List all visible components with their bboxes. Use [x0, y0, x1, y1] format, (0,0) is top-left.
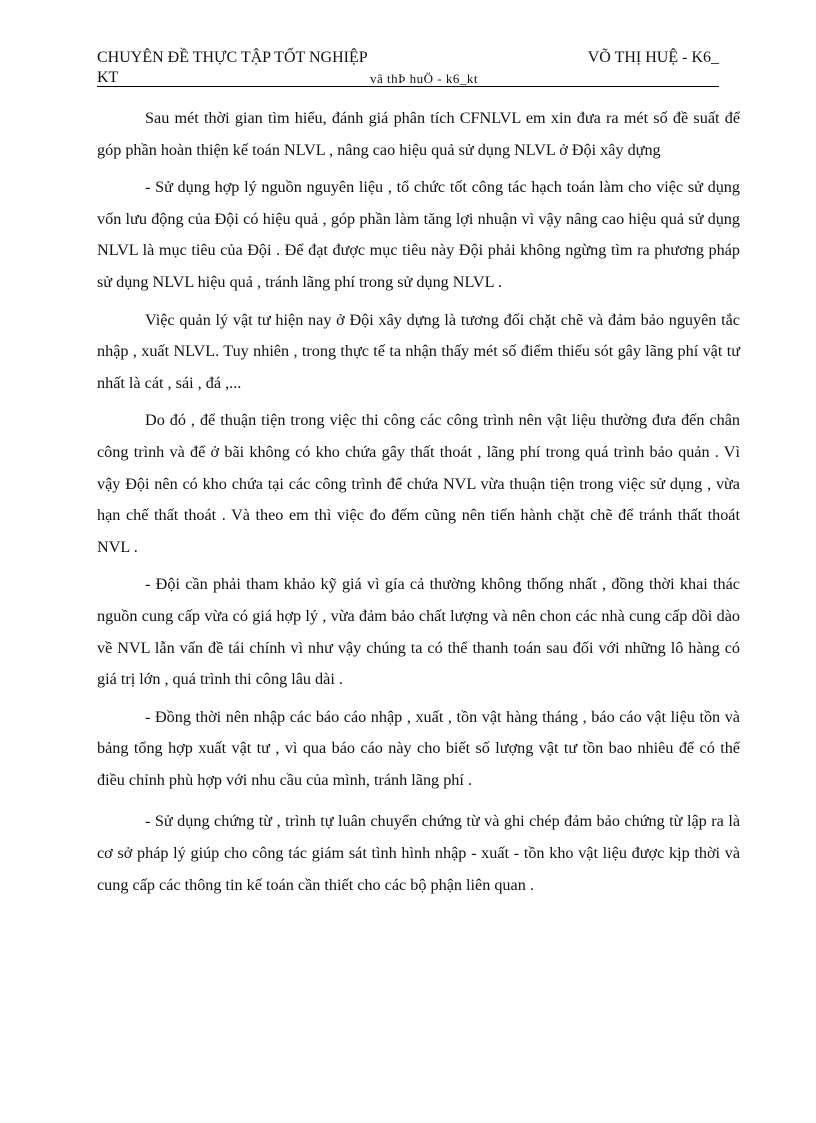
- header-title: CHUYÊN ĐỀ THỰC TẬP TỐT NGHIỆP: [97, 49, 368, 66]
- header-running-text: vâ thÞ huÖ - k6_kt: [370, 71, 478, 86]
- paragraph-intro: Sau mét thời gian tìm hiểu, đánh giá phân tích CFNLVL em xin đưa ra mét số đề suất để góp phần hoàn thiện kế toán NLVL , nâng cao hiệu quả sử dụng NLVL ở Đội xây dựng: [97, 109, 740, 159]
- header-rule: [97, 86, 719, 87]
- paragraph-materials-usage: - Sử dụng hợp lý nguồn nguyên liệu , tổ chức tốt công tác hạch toán làm cho việc sử dụng vốn lưu động của Đội có hiệu quả , góp phần làm tăng lợi nhuận vì vậy nâng cao hiệu quả sử dụng NLVL là mục tiêu của Đội . Để đạt được mục tiêu này Đội phải không ngừng tìm ra phương pháp sử dụng NLVL hiệu quả , tránh lãng phí trong sử dụng NLVL .: [97, 178, 740, 291]
- page-header: [97, 48, 719, 86]
- header-class-code: KT: [97, 69, 119, 86]
- paragraph-storage: Do đó , để thuận tiện trong việc thi công các công trình nên vật liệu thường đưa đến chân công trình và để ở bãi không có kho chứa gây thất thoát , lãng phí trong quá trình bảo quản . Vì vậy Đội nên có kho chứa tại các công trình để chứa NVL vừa thuận tiện trong việc sử dụng , vừa hạn chế thất thoát . Và theo em thì việc đo đếm cũng nên tiến hành chặt chẽ để tránh thất thoát NVL .: [97, 411, 740, 556]
- paragraph-pricing: - Đội cần phải tham khảo kỹ giá vì gía cả thường không thống nhất , đồng thời khai thác nguồn cung cấp vừa có giá hợp lý , vừa đảm bảo chất lượng và nên chon các nhà cung cấp dồi dào về NVL lẫn vấn đề tái chính vì như vậy chúng ta có thể thanh toán sau đối với những lô hàng có giá trị lớn , quá trình thi công lâu dài .: [97, 575, 740, 689]
- paragraph-documents: - Sử dụng chứng từ , trình tự luân chuyển chứng từ và ghi chép đảm bảo chứng từ lập ra là cơ sở pháp lý giúp cho công tác giám sát tình hình nhập - xuất - tồn kho vật liệu được kịp thời và cung cấp các thông tin kế toán cần thiết cho các bộ phận liên quan .: [97, 812, 740, 894]
- header-row: [97, 48, 719, 68]
- document-body: [97, 103, 740, 901]
- header-author: VÕ THỊ HUỆ - K6_: [587, 49, 719, 66]
- paragraph-reports: - Đồng thời nên nhập các báo cáo nhập , xuất , tồn vật hàng tháng , báo cáo vật liệu tồn và bảng tổng hợp xuất vật tư , vì qua báo cáo này cho biết số lượng vật tư tồn bao nhiêu để có thể điều chỉnh phù hợp với nhu cầu của mình, tránh lãng phí .: [97, 707, 740, 789]
- header-row-2: [97, 68, 719, 86]
- paragraph-material-management: Việc quản lý vật tư hiện nay ở Đội xây dựng là tương đối chặt chẽ và đảm bảo nguyên tắc nhập , xuất NLVL. Tuy nhiên , trong thực tế ta nhận thấy mét số điểm thiếu sót gây lãng phí vật tư nhất là cát , sái , đá ,...: [97, 310, 740, 392]
